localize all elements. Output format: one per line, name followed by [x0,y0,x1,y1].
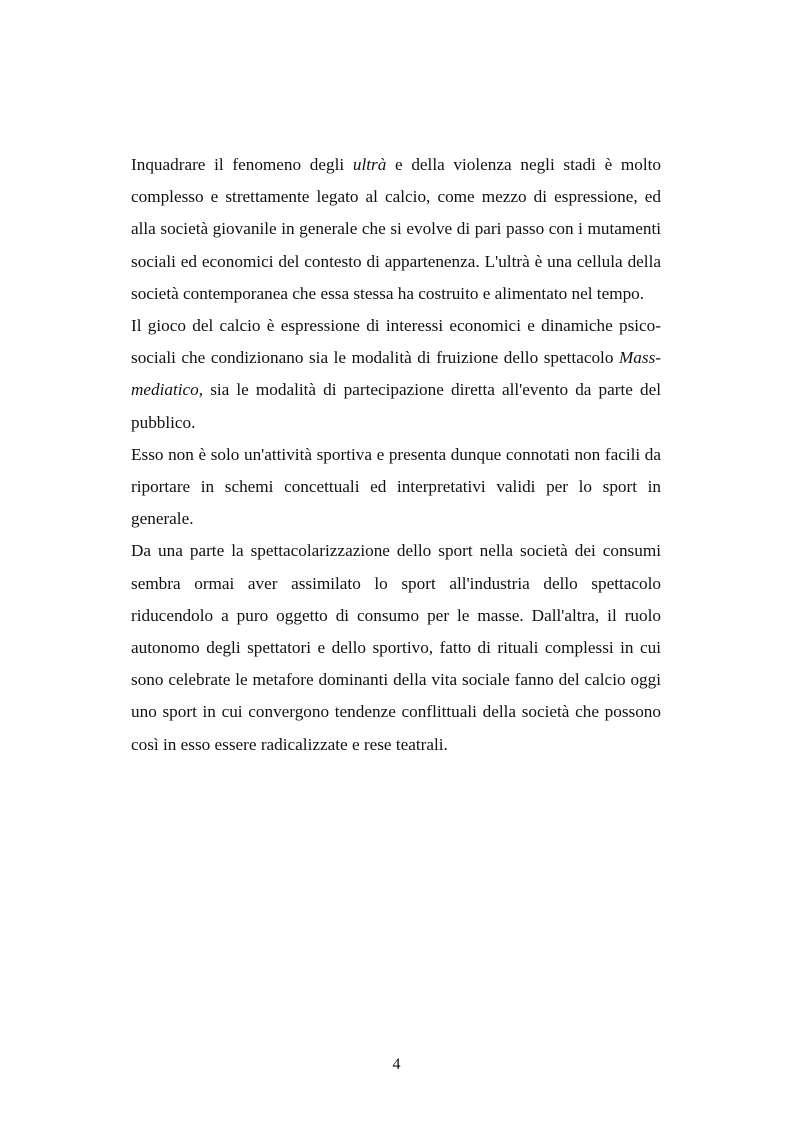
paragraph-2-text-1: Il gioco del calcio è espressione di interessi economici e dinamiche psico-sociali che condizionano sia le modalità di fruizione dello spettacolo [131,316,661,368]
paragraph-2 [131,310,661,439]
page-number: 4 [392,1056,401,1073]
body-text [131,149,661,761]
paragraph-1-text-2: e della violenza negli stadi è molto complesso e strettamente legato al calcio, come mezzo di espressione, ed alla società giovanile in generale che si evolve di pari passo con i mutamenti sociali ed economici del contesto di appartenenza. L'ultrà è una cellula della società contemporanea che essa stessa ha costruito e alimentato nel tempo. [131,155,662,303]
paragraph-3 [131,439,661,536]
paragraph-1 [131,149,661,310]
paragraph-4 [131,535,661,760]
paragraph-2-italic-mass-mediatico: Mass-mediatico, [131,348,661,400]
paragraph-2-text-2: sia le modalità di partecipazione diretta all'evento da parte del pubblico. [131,380,661,432]
paragraph-1-italic-ultra: ultrà [352,155,387,174]
paragraph-3-text-1: Esso non è solo un'attività sportiva e presenta dunque connotati non facili da riportare in schemi concettuali ed interpretativi validi per lo sport in generale. [131,444,661,529]
paragraph-1-text-1: Inquadrare il fenomeno degli [131,155,353,174]
paragraph-4-text-1: Da una parte la spettacolarizzazione dello sport nella società dei consumi sembra ormai aver assimilato lo sport all'industria dello spettacolo riducendolo a puro oggetto di consumo per le masse. Dall'altra, il ruolo autonomo degli spettatori e dello sportivo, fatto di rituali complessi in cui sono celebrate le metafore dominanti della vita sociale fanno del calcio oggi uno sport in cui convergono tendenze conflittuali della società che possono così in esso essere radicalizzate e rese teatrali. [131,541,661,754]
